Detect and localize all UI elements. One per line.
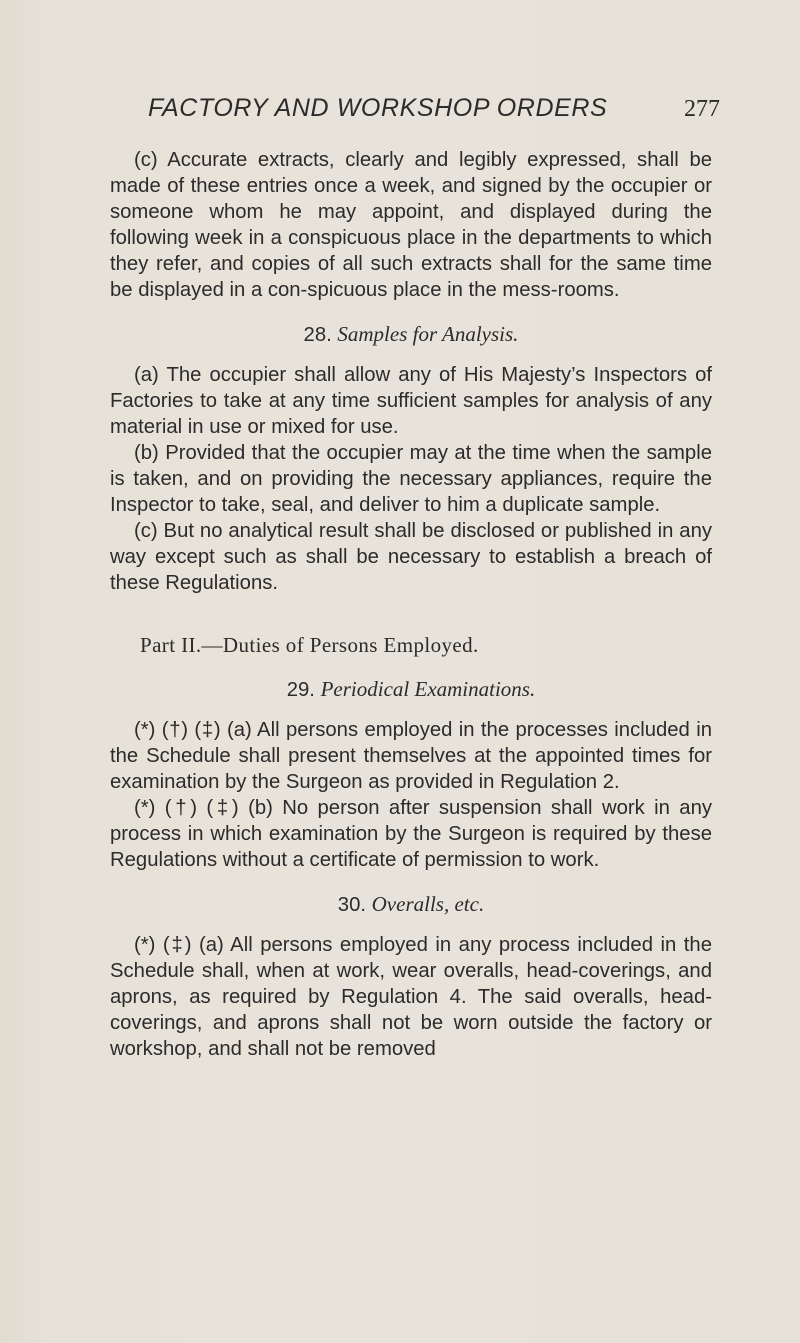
section-title-28: Samples for Analysis. <box>337 322 519 346</box>
paragraph-29b: (*) (†) (‡) (b) No person after suspension shall work in any process in which examination by the Surgeon is required by these Regulations without a certificate of permission to work. <box>110 797 712 871</box>
page-body <box>110 147 712 1062</box>
part-heading: Part II.—Duties of Persons Employed. <box>140 633 479 657</box>
paragraph-28a: (a) The occupier shall allow any of His Majesty’s Inspectors of Factories to take at any time sufficient samples for analysis of any material in use or mixed for use. <box>110 364 712 438</box>
paragraph-30a: (*) (‡) (a) All persons employed in any process included in the Schedule shall, when at work, wear overalls, head-coverings, and aprons, as required by Regulation 4. The said overalls, head-coverings, and aprons shall not be worn outside the factory or workshop, and shall not be removed <box>110 934 712 1060</box>
section-heading-28 <box>110 321 712 348</box>
section-number-30: 30. <box>337 894 366 916</box>
section-heading-30 <box>110 891 712 918</box>
paragraph-29a: (*) (†) (‡) (a) All persons employed in the processes included in the Schedule shall present themselves at the appointed times for examination by the Surgeon as provided in Regulation 2. <box>110 719 712 793</box>
page-number: 277 <box>684 96 720 122</box>
paragraph-28b: (b) Provided that the occupier may at the time when the sample is taken, and on providing the necessary appliances, require the Inspector to take, seal, and deliver to him a duplicate sample. <box>110 442 712 516</box>
section-heading-29 <box>110 676 712 703</box>
section-title-30: Overalls, etc. <box>371 892 485 916</box>
section-number-29: 29. <box>286 679 315 701</box>
paragraph-28c: (c) But no analytical result shall be disclosed or published in any way except such as shall be necessary to establish a breach of these Regulations. <box>110 520 712 594</box>
paragraph-27c: (c) Accurate extracts, clearly and legibly expressed, shall be made of these entries once a week, and signed by the occupier or someone whom he may appoint, and displayed during the following week in a conspicuous place in the departments to which they refer, and copies of all such extracts shall for the same time be displayed in a con-spicuous place in the mess-rooms. <box>110 149 712 301</box>
running-title: FACTORY AND WORKSHOP ORDERS <box>148 94 608 122</box>
section-number-28: 28. <box>303 324 332 346</box>
section-title-29: Periodical Examinations. <box>320 677 536 701</box>
